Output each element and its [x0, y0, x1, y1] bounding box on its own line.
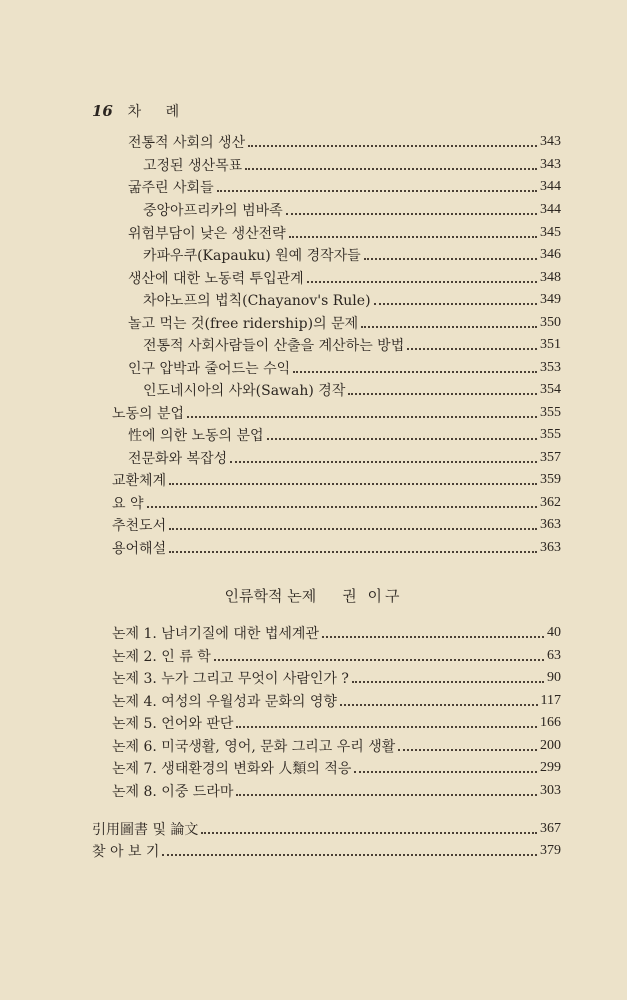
leader-dots: [364, 258, 537, 260]
entry-title: 교환체계: [112, 473, 167, 489]
toc-entry: [112, 537, 561, 559]
toc-entry: [143, 289, 561, 311]
entry-title: 카파우쿠(Kapauku) 원예 경작자들: [143, 248, 361, 264]
leader-dots: [307, 281, 537, 283]
entry-title: 생산에 대한 노동력 투입관계: [128, 271, 304, 287]
entry-page: 343: [540, 157, 561, 172]
topic-page: 303: [540, 783, 561, 798]
topic-title: 논제 3. 누가 그리고 무엇이 사람인가 ?: [112, 671, 349, 687]
entry-page: 351: [540, 337, 561, 352]
toc-entry: [143, 334, 561, 356]
topic-page: 117: [540, 693, 561, 708]
page-header: [92, 101, 189, 121]
leader-dots: [354, 771, 537, 773]
entry-title: 위험부담이 낮은 생산전략: [128, 226, 286, 242]
topic-title: 논제 4. 여성의 우월성과 문화의 영향: [112, 694, 337, 710]
topic-entry: [112, 735, 561, 757]
entry-title: 인구 압박과 줄어드는 수익: [128, 361, 291, 377]
entry-page: 344: [540, 179, 561, 194]
leader-dots: [169, 483, 537, 485]
entry-page: 357: [540, 450, 561, 465]
back-matter-title: 引用圖書 및 論文: [92, 822, 199, 838]
entry-title: 용어해설: [112, 541, 167, 557]
entry-title: 전통적 사회사람들이 산출을 계산하는 방법: [143, 338, 405, 354]
entry-page: 350: [540, 315, 561, 330]
leader-dots: [230, 461, 537, 463]
topic-page: 40: [547, 625, 561, 640]
leader-dots: [289, 236, 537, 238]
topic-title: 논제 8. 이중 드라마: [112, 784, 234, 800]
entry-page: 343: [540, 134, 561, 149]
toc-entry: [112, 469, 561, 491]
section-title: 인류학적 논제: [224, 587, 317, 605]
topic-entry: [112, 645, 561, 667]
back-matter-page: 367: [540, 821, 561, 836]
toc-entry: [112, 514, 561, 536]
toc-entry: [143, 244, 561, 266]
entry-title: 요 약: [112, 496, 144, 512]
topic-title: 논제 7. 생태환경의 변화와 人類의 적응: [112, 761, 352, 777]
header-title: 차 례: [127, 104, 190, 120]
leader-dots: [245, 168, 537, 170]
toc-entry: [128, 222, 561, 244]
leader-dots: [162, 854, 537, 856]
leader-dots: [407, 348, 537, 350]
toc-entry: [112, 402, 561, 424]
leader-dots: [348, 393, 537, 395]
topic-entry: [112, 667, 561, 689]
entry-title: 중앙아프리카의 범바족: [143, 203, 283, 219]
leader-dots: [214, 659, 544, 661]
leader-dots: [187, 416, 537, 418]
toc-entry: [128, 312, 561, 334]
toc-entry: [128, 357, 561, 379]
back-matter-page: 379: [540, 843, 561, 858]
section-heading: [0, 585, 627, 606]
topic-page: 299: [540, 760, 561, 775]
entry-page: 355: [540, 405, 561, 420]
topic-title: 논제 6. 미국생활, 영어, 문화 그리고 우리 생활: [112, 739, 396, 755]
topic-entry: [112, 622, 561, 644]
leader-dots: [169, 528, 537, 530]
entry-title: 굶주린 사회들: [128, 180, 214, 196]
entry-page: 344: [540, 202, 561, 217]
leader-dots: [217, 190, 537, 192]
leader-dots: [322, 636, 544, 638]
toc-entry: [128, 176, 561, 198]
toc-entry: [143, 154, 561, 176]
entry-title: 전문화와 복잡성: [128, 451, 228, 467]
topic-title: 논제 1. 남녀기질에 대한 법세계관: [112, 626, 319, 642]
leader-dots: [340, 704, 538, 706]
topic-title: 논제 5. 언어와 판단: [112, 716, 234, 732]
entry-page: 345: [540, 225, 561, 240]
entry-page: 346: [540, 247, 561, 262]
topic-entry: [112, 757, 561, 779]
leader-dots: [201, 832, 537, 834]
leader-dots: [236, 794, 537, 796]
leader-dots: [248, 145, 537, 147]
toc-entry: [128, 424, 561, 446]
leader-dots: [236, 726, 537, 728]
entry-title: 차야노프의 법칙(Chayanov's Rule): [143, 293, 371, 309]
entry-page: 349: [540, 292, 561, 307]
topic-entry: [112, 712, 561, 734]
topic-page: 90: [547, 670, 561, 685]
leader-dots: [147, 506, 538, 508]
leader-dots: [267, 438, 537, 440]
toc-entry: [128, 447, 561, 469]
topic-page: 63: [547, 648, 561, 663]
toc-entry: [128, 267, 561, 289]
leader-dots: [352, 681, 544, 683]
back-matter-entry: [92, 818, 561, 840]
toc-entry: [143, 199, 561, 221]
leader-dots: [286, 213, 537, 215]
topic-entry: [112, 690, 561, 712]
topic-entry: [112, 780, 561, 802]
back-matter-title: 찾 아 보 기: [92, 844, 160, 860]
toc-entry: [128, 131, 561, 153]
entry-title: 고정된 생산목표: [143, 158, 243, 174]
entry-title: 性에 의한 노동의 분업: [128, 428, 264, 444]
entry-page: 355: [540, 427, 561, 442]
entry-page: 363: [540, 540, 561, 555]
entry-title: 추천도서: [112, 518, 167, 534]
topic-page: 166: [540, 715, 561, 730]
entry-page: 363: [540, 517, 561, 532]
entry-page: 353: [540, 360, 561, 375]
toc-entry: [112, 492, 561, 514]
entry-page: 362: [540, 495, 561, 510]
leader-dots: [361, 326, 537, 328]
entry-title: 인도네시아의 사와(Sawah) 경작: [143, 383, 346, 399]
topic-title: 논제 2. 인 류 학: [112, 649, 211, 665]
entry-title: 놀고 먹는 것(free ridership)의 문제: [128, 316, 359, 332]
entry-page: 359: [540, 472, 561, 487]
back-matter-entry: [92, 840, 561, 862]
entry-page: 354: [540, 382, 561, 397]
section-author: 권 이구: [342, 587, 403, 605]
page-number: 16: [92, 102, 113, 120]
entry-page: 348: [540, 270, 561, 285]
entry-title: 노동의 분업: [112, 406, 185, 422]
toc-entry: [143, 379, 561, 401]
leader-dots: [169, 551, 537, 553]
leader-dots: [293, 371, 537, 373]
topic-page: 200: [540, 738, 561, 753]
entry-title: 전통적 사회의 생산: [128, 135, 246, 151]
leader-dots: [398, 749, 537, 751]
leader-dots: [374, 303, 537, 305]
